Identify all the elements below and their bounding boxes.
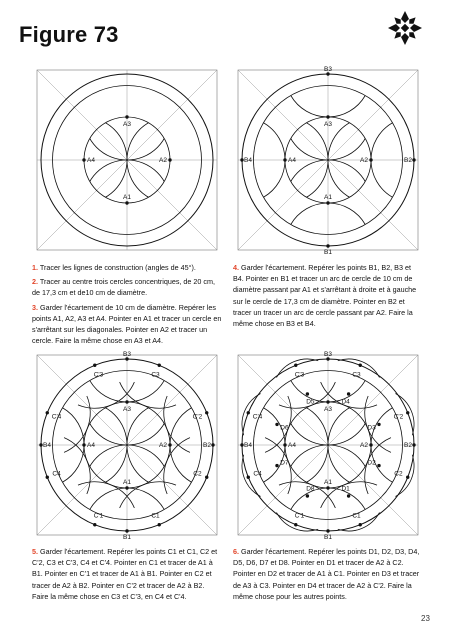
point-a1 — [125, 486, 128, 489]
point-a2 — [369, 158, 372, 161]
point-cp3 — [93, 364, 96, 367]
label-d8: D8 — [306, 485, 315, 493]
point-a1 — [326, 201, 329, 204]
label-a1: A1 — [324, 479, 332, 486]
step-1: 1. Tracer les lignes de construction (angles de 45°). — [32, 263, 196, 272]
point-c2 — [406, 476, 409, 479]
step-5: 5. Garder l'écartement. Repérer les points C1 et C1, C2 et C'2, C3 et C'3, C4 et C'4. Pointer en C1 et tracer de A1 à B1. Pointer en C'1 et tracer de A1 à B1. Pointer en C2 et tracer de A2 à B2. Pointer en C'2 et tracer de A2 à B2. Faire la même chose en C3 et C'3, en C4 et C'4. — [32, 547, 218, 601]
label-b1: B1 — [324, 249, 332, 255]
label-c3: C3 — [151, 371, 160, 379]
point-c1 — [158, 523, 161, 526]
point-d2 — [377, 464, 380, 467]
step-4: 4. Garder l'écartement. Repérer les points B1, B2, B3 et B4. Pointer en B1 et tracer un arc de cercle de 10 cm de diamètre passant par A1 et s'arrêtant à droite et à gauche sur le cercle de 17,3 cm de diamètre. Pointer en B2 et tracer un tracer un arc de cercle passant par A2. Faire la même chose en B3 et B4. — [233, 263, 417, 329]
label-cp4: C'4 — [252, 413, 263, 421]
label-a4: A4 — [87, 157, 95, 164]
point-a2 — [369, 443, 372, 446]
step-3: 3. Garder l'écartement de 10 cm de diamètre. Repérer les points A1, A2, A3 et A4. Pointer en A1 et tracer un cercle en s'arrêtant sur les diagonales. Pointer en A2 et tracer un cercle. Faire la même chose en A3 et A4. — [32, 302, 222, 346]
point-b2 — [412, 158, 415, 161]
label-b2: B2 — [404, 157, 412, 164]
label-a2: A2 — [159, 442, 167, 449]
label-cp1: C'1 — [294, 512, 305, 520]
point-a3 — [326, 115, 329, 118]
label-d5: D5 — [306, 398, 315, 406]
point-a4 — [283, 443, 286, 446]
label-b3: B3 — [324, 66, 332, 73]
point-a4 — [82, 158, 85, 161]
label-cp2: C'2 — [393, 413, 404, 421]
step-4-block — [233, 262, 423, 329]
point-d8 — [306, 494, 309, 497]
point-d7 — [275, 464, 278, 467]
point-c3 — [359, 364, 362, 367]
point-cp4 — [46, 411, 49, 414]
diagram-step-5 — [32, 350, 222, 540]
snowflake-ornament-icon — [385, 8, 425, 48]
label-b2: B2 — [404, 442, 412, 449]
diagram-step-6 — [233, 350, 423, 540]
diagram-step-4 — [233, 65, 423, 255]
label-c4: C4 — [52, 470, 61, 478]
point-c2 — [205, 476, 208, 479]
label-c2: C2 — [394, 470, 403, 478]
label-d7: D7 — [280, 459, 289, 467]
label-a3: A3 — [324, 406, 332, 413]
point-b1 — [326, 244, 329, 247]
label-a1: A1 — [123, 194, 131, 201]
point-d4 — [347, 392, 350, 395]
label-d1: D1 — [341, 485, 350, 493]
point-cp3 — [294, 364, 297, 367]
point-a2 — [168, 158, 171, 161]
label-a3: A3 — [123, 121, 131, 128]
label-a4: A4 — [87, 442, 95, 449]
point-a3 — [125, 400, 128, 403]
point-b2 — [211, 443, 214, 446]
label-c1: C1 — [151, 512, 160, 520]
point-a3 — [326, 400, 329, 403]
point-c4 — [46, 476, 49, 479]
label-a1: A1 — [324, 194, 332, 201]
point-d6 — [275, 423, 278, 426]
label-b3: B3 — [123, 351, 131, 358]
label-a2: A2 — [360, 157, 368, 164]
diagram-step-1-3 — [32, 65, 222, 255]
label-a3: A3 — [123, 406, 131, 413]
label-a3: A3 — [324, 121, 332, 128]
point-cp2 — [406, 411, 409, 414]
point-a2 — [168, 443, 171, 446]
point-d3 — [377, 423, 380, 426]
label-a1: A1 — [123, 479, 131, 486]
step-2: 2. Tracer au centre trois cercles concentriques, de 20 cm, de 17,3 cm et de10 cm de diamètre. — [32, 277, 215, 298]
point-cp1 — [93, 523, 96, 526]
label-a4: A4 — [288, 157, 296, 164]
point-cp1 — [294, 523, 297, 526]
step-6-block — [233, 546, 423, 602]
label-b3: B3 — [324, 351, 332, 358]
label-b1: B1 — [324, 534, 332, 540]
point-a3 — [125, 115, 128, 118]
label-a2: A2 — [159, 157, 167, 164]
label-d2: D2 — [367, 459, 376, 467]
label-cp3: C'3 — [294, 371, 305, 379]
label-b4: B4 — [244, 157, 252, 164]
page-number: 23 — [421, 614, 430, 623]
label-cp2: C'2 — [192, 413, 203, 421]
label-c4: C4 — [253, 470, 262, 478]
page-title: Figure 73 — [19, 22, 119, 47]
point-cp2 — [205, 411, 208, 414]
label-b2: B2 — [203, 442, 211, 449]
label-cp4: C'4 — [51, 413, 62, 421]
steps-1-3 — [32, 262, 222, 346]
point-b1 — [125, 529, 128, 532]
label-d3: D3 — [367, 424, 376, 432]
label-a2: A2 — [360, 442, 368, 449]
point-d1 — [347, 494, 350, 497]
label-c2: C2 — [193, 470, 202, 478]
step-5-block — [32, 546, 222, 602]
label-d6: D6 — [280, 424, 289, 432]
point-a1 — [125, 201, 128, 204]
point-a4 — [82, 443, 85, 446]
label-b4: B4 — [244, 442, 252, 449]
point-cp4 — [247, 411, 250, 414]
point-c3 — [158, 364, 161, 367]
label-a4: A4 — [288, 442, 296, 449]
point-a1 — [326, 486, 329, 489]
label-b4: B4 — [43, 442, 51, 449]
point-b1 — [326, 529, 329, 532]
point-d5 — [306, 392, 309, 395]
label-d4: D4 — [341, 398, 350, 406]
label-cp1: C'1 — [93, 512, 104, 520]
point-c1 — [359, 523, 362, 526]
point-b2 — [412, 443, 415, 446]
point-c4 — [247, 476, 250, 479]
step-6: 6. Garder l'écartement. Repérer les points D1, D2, D3, D4, D5, D6, D7 et D8. Pointer en D1 et tracer de A2 à C2. Pointer en D2 et tracer de A1 à C1. Pointer en D3 et tracer de A3 à C3. Pointer en D4 et tracer de A2 à C'2. Faire la même chose pour les autres points. — [233, 547, 420, 601]
label-c3: C3 — [352, 371, 361, 379]
label-cp3: C'3 — [93, 371, 104, 379]
label-b1: B1 — [123, 534, 131, 540]
label-c1: C1 — [352, 512, 361, 520]
point-a4 — [283, 158, 286, 161]
